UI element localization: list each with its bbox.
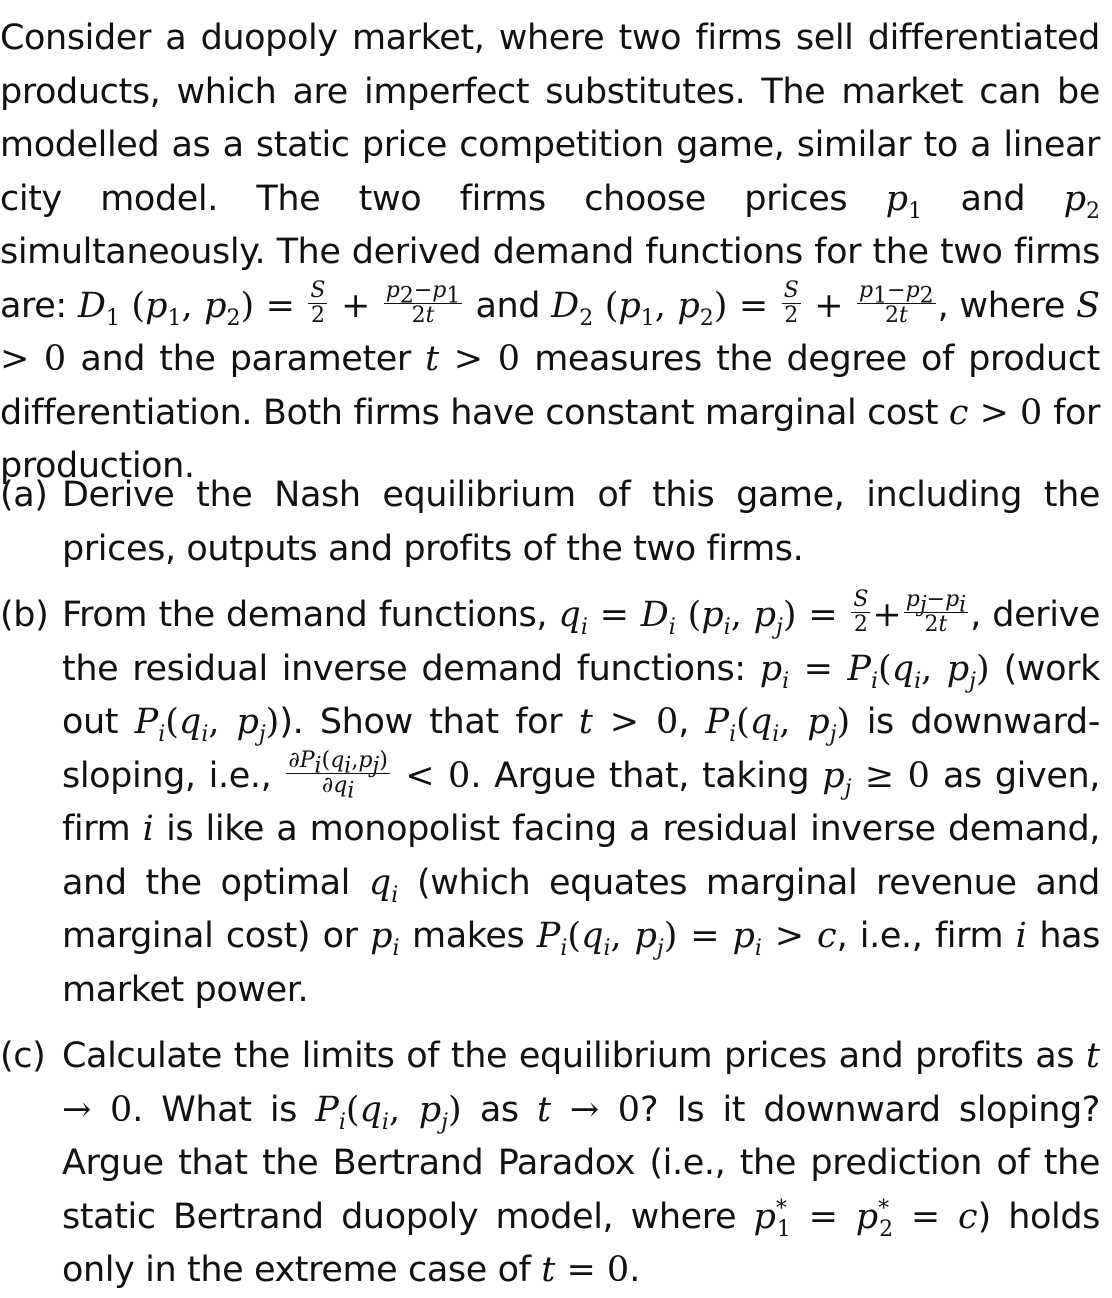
text-run: has market power. — [62, 916, 1100, 1010]
math-market-power: $P_i(q_i$, $p_j) = p_i > c$ — [536, 916, 837, 961]
text-run: is like a monopolist facing a residual inverse demand, and the optimal — [62, 809, 1100, 903]
question-label: (a) — [0, 475, 48, 515]
question-a — [0, 469, 1100, 576]
math-pi: $P_i(q_i$, $p_j$) — [705, 702, 851, 747]
math-pi: $P_i(q_i$, $p_j$) — [134, 702, 280, 747]
math-pi: $P_i(q_i$, $p_j$) — [315, 1089, 462, 1135]
intro-text: Consider a duopoly market, where two firms sell differentiated products, which are imperfect substitutes. The market can be modelled as a static price competition game, similar to a linear city model. The two firms choose prices — [0, 18, 1100, 219]
text-run: is downward-sloping, i.e., — [62, 702, 1100, 796]
text-run: as — [461, 1089, 538, 1130]
intro-text: , where — [937, 285, 1077, 326]
math-i: i — [1015, 916, 1027, 956]
question-c — [0, 1030, 1100, 1298]
math-i: i — [142, 809, 154, 849]
math-pi-lower: $p_i$ — [370, 916, 400, 961]
text-run: . What is — [132, 1089, 316, 1130]
question-list — [0, 469, 1100, 1298]
math-p2: $p_2$ — [1063, 178, 1100, 224]
math-t-positive: t > 0 — [578, 702, 679, 742]
intro-text: simultaneously. The derived demand functions for the two firms are: — [0, 232, 1100, 326]
math-s-positive: S > 0 — [0, 285, 1101, 379]
text-run: . — [629, 1250, 640, 1290]
math-t-positive: t > 0 — [425, 339, 520, 379]
math-c-positive: c > 0 — [948, 392, 1043, 433]
text-run: Calculate the limits of the equilibrium prices and profits as — [62, 1036, 1086, 1076]
math-derivative: $\frac{\partial P_i(q_i,p_j)}{\partial q_i}$ < 0 — [288, 747, 471, 803]
text-run: (work out — [62, 648, 1101, 742]
text-run: makes — [399, 916, 537, 956]
math-demand-i: $q_i = D_i$ ($p_i$, $p_j$) = $\frac{S}{2}$ + $\frac{p_j-p_i}{2t}$ — [558, 587, 967, 640]
text-run: (which equates marginal revenue and marginal cost) or — [62, 862, 1100, 956]
intro-text: for production. — [0, 392, 1100, 486]
math-t-to-zero: t → 0 — [537, 1089, 641, 1130]
question-text: Derive the Nash equilibrium of this game, including the prices, outputs and profits of the two firms. — [62, 475, 1100, 569]
text-run: From the demand functions, — [62, 595, 559, 635]
intro-text: and the parameter — [66, 339, 426, 379]
text-run: ) holds only in the extreme case of — [62, 1196, 1101, 1290]
math-d1: $D_1$ ($p_1$, $p_2$) = $\frac{S}{2}$ + $\frac{p_2-p_1}{2t}$ — [77, 277, 461, 331]
intro-text: measures the degree of product differentiation. Both firms have constant marginal cost — [0, 339, 1100, 433]
intro-text: and — [464, 285, 552, 326]
text-run: , — [678, 702, 706, 742]
text-run: ? Is it downward sloping? Argue that the Bertrand Paradox (i.e., the prediction of the static Bertrand duopoly model, where — [62, 1089, 1100, 1237]
math-d2: $D_2$ ($p_1$, $p_2$) = $\frac{S}{2}$ + $\frac{p_1-p_2}{2t}$ — [551, 277, 934, 331]
question-text — [62, 589, 1100, 1017]
question-label: (b) — [0, 595, 49, 635]
text-run: , i.e., firm — [836, 916, 1016, 956]
question-b — [0, 589, 1100, 1017]
text-run: . Argue that, taking — [470, 755, 823, 796]
math-pj-nonneg: $p_j \ge 0$ — [822, 755, 930, 801]
math-t-zero: t = 0 — [541, 1250, 630, 1290]
math-p1: $p_1$ — [885, 178, 923, 224]
intro-text: and — [922, 178, 1064, 219]
intro-paragraph — [0, 12, 1100, 494]
math-t-to-zero: t → 0 — [62, 1036, 1100, 1130]
math-inverse-demand: $p_i = P_i(q_i$, $p_j$) — [759, 648, 990, 694]
text-run: ). Show that for — [279, 702, 579, 742]
question-label: (c) — [0, 1036, 46, 1076]
math-bertrand: $p^*_1 = p^*_2 = c$ — [753, 1195, 978, 1242]
math-qi: $q_i$ — [368, 862, 399, 908]
question-text — [62, 1030, 1100, 1298]
text-run: as given, firm — [62, 755, 1100, 849]
text-run: , derive the residual inverse demand functions: — [62, 595, 1101, 689]
